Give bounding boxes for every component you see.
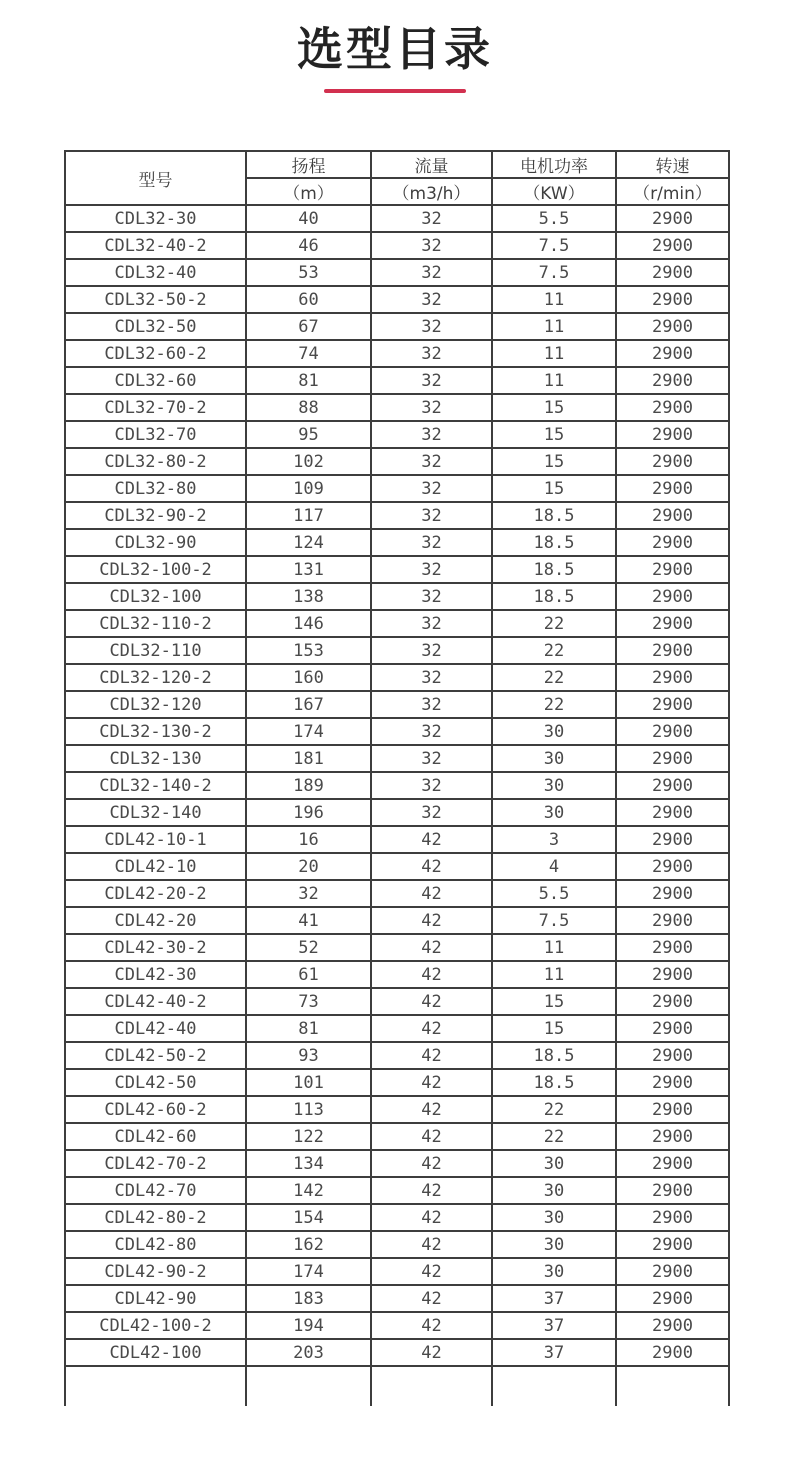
head-cell: 194 bbox=[246, 1312, 371, 1339]
power-cell: 11 bbox=[492, 313, 616, 340]
power-cell: 37 bbox=[492, 1339, 616, 1366]
speed-cell: 2900 bbox=[616, 745, 729, 772]
power-cell: 22 bbox=[492, 610, 616, 637]
speed-cell: 2900 bbox=[616, 961, 729, 988]
speed-cell: 2900 bbox=[616, 1285, 729, 1312]
table-row bbox=[65, 610, 729, 637]
empty-cell bbox=[492, 1366, 616, 1406]
table-row bbox=[65, 880, 729, 907]
speed-cell: 2900 bbox=[616, 988, 729, 1015]
speed-cell: 2900 bbox=[616, 313, 729, 340]
head-cell: 181 bbox=[246, 745, 371, 772]
power-cell: 22 bbox=[492, 1123, 616, 1150]
speed-cell: 2900 bbox=[616, 1042, 729, 1069]
speed-cell: 2900 bbox=[616, 799, 729, 826]
head-cell: 52 bbox=[246, 934, 371, 961]
flow-cell: 32 bbox=[371, 313, 492, 340]
model-cell: CDL42-60-2 bbox=[65, 1096, 246, 1123]
model-cell: CDL32-140-2 bbox=[65, 772, 246, 799]
flow-cell: 32 bbox=[371, 664, 492, 691]
model-cell: CDL42-70-2 bbox=[65, 1150, 246, 1177]
table-row bbox=[65, 286, 729, 313]
model-cell: CDL32-90 bbox=[65, 529, 246, 556]
head-cell: 154 bbox=[246, 1204, 371, 1231]
power-cell: 15 bbox=[492, 475, 616, 502]
head-cell: 95 bbox=[246, 421, 371, 448]
power-cell: 4 bbox=[492, 853, 616, 880]
model-cell: CDL32-100-2 bbox=[65, 556, 246, 583]
table-row bbox=[65, 907, 729, 934]
power-cell: 15 bbox=[492, 421, 616, 448]
model-cell: CDL42-50 bbox=[65, 1069, 246, 1096]
empty-cell bbox=[65, 1366, 246, 1406]
table-row bbox=[65, 961, 729, 988]
power-cell: 37 bbox=[492, 1285, 616, 1312]
speed-cell: 2900 bbox=[616, 1096, 729, 1123]
model-cell: CDL32-110-2 bbox=[65, 610, 246, 637]
table-row bbox=[65, 1258, 729, 1285]
title-underline-accent bbox=[324, 89, 466, 93]
head-cell: 81 bbox=[246, 367, 371, 394]
model-cell: CDL42-70 bbox=[65, 1177, 246, 1204]
model-cell: CDL42-20 bbox=[65, 907, 246, 934]
table-row bbox=[65, 529, 729, 556]
table-row bbox=[65, 799, 729, 826]
flow-cell: 32 bbox=[371, 394, 492, 421]
head-cell: 102 bbox=[246, 448, 371, 475]
model-cell: CDL32-130-2 bbox=[65, 718, 246, 745]
flow-cell: 42 bbox=[371, 961, 492, 988]
speed-cell: 2900 bbox=[616, 583, 729, 610]
flow-cell: 42 bbox=[371, 1312, 492, 1339]
table-row bbox=[65, 367, 729, 394]
column-header-head: 扬程 bbox=[246, 151, 371, 178]
flow-cell: 42 bbox=[371, 934, 492, 961]
speed-cell: 2900 bbox=[616, 1150, 729, 1177]
speed-cell: 2900 bbox=[616, 367, 729, 394]
flow-cell: 32 bbox=[371, 232, 492, 259]
power-cell: 18.5 bbox=[492, 556, 616, 583]
speed-cell: 2900 bbox=[616, 556, 729, 583]
table-row bbox=[65, 1231, 729, 1258]
speed-cell: 2900 bbox=[616, 1312, 729, 1339]
table-body bbox=[65, 205, 729, 1406]
power-cell: 30 bbox=[492, 718, 616, 745]
flow-cell: 32 bbox=[371, 421, 492, 448]
power-cell: 11 bbox=[492, 340, 616, 367]
speed-cell: 2900 bbox=[616, 826, 729, 853]
power-cell: 22 bbox=[492, 691, 616, 718]
column-unit-motor-power: （KW） bbox=[492, 178, 616, 205]
speed-cell: 2900 bbox=[616, 232, 729, 259]
head-cell: 20 bbox=[246, 853, 371, 880]
table-row bbox=[65, 1285, 729, 1312]
head-cell: 32 bbox=[246, 880, 371, 907]
speed-cell: 2900 bbox=[616, 421, 729, 448]
model-cell: CDL32-40-2 bbox=[65, 232, 246, 259]
head-cell: 124 bbox=[246, 529, 371, 556]
model-cell: CDL42-60 bbox=[65, 1123, 246, 1150]
column-header-flow: 流量 bbox=[371, 151, 492, 178]
speed-cell: 2900 bbox=[616, 1069, 729, 1096]
head-cell: 88 bbox=[246, 394, 371, 421]
speed-cell: 2900 bbox=[616, 1231, 729, 1258]
power-cell: 18.5 bbox=[492, 529, 616, 556]
power-cell: 30 bbox=[492, 1231, 616, 1258]
head-cell: 203 bbox=[246, 1339, 371, 1366]
power-cell: 18.5 bbox=[492, 1042, 616, 1069]
speed-cell: 2900 bbox=[616, 637, 729, 664]
speed-cell: 2900 bbox=[616, 664, 729, 691]
model-cell: CDL42-50-2 bbox=[65, 1042, 246, 1069]
table-row bbox=[65, 502, 729, 529]
power-cell: 5.5 bbox=[492, 880, 616, 907]
head-cell: 60 bbox=[246, 286, 371, 313]
table-row bbox=[65, 421, 729, 448]
table-row bbox=[65, 664, 729, 691]
flow-cell: 32 bbox=[371, 799, 492, 826]
speed-cell: 2900 bbox=[616, 529, 729, 556]
flow-cell: 42 bbox=[371, 1204, 492, 1231]
column-header-model: 型号 bbox=[65, 151, 246, 205]
flow-cell: 42 bbox=[371, 1258, 492, 1285]
head-cell: 174 bbox=[246, 718, 371, 745]
table-row bbox=[65, 934, 729, 961]
flow-cell: 42 bbox=[371, 1069, 492, 1096]
flow-cell: 32 bbox=[371, 475, 492, 502]
flow-cell: 32 bbox=[371, 556, 492, 583]
head-cell: 138 bbox=[246, 583, 371, 610]
speed-cell: 2900 bbox=[616, 448, 729, 475]
speed-cell: 2900 bbox=[616, 259, 729, 286]
table-row bbox=[65, 1042, 729, 1069]
speed-cell: 2900 bbox=[616, 340, 729, 367]
head-cell: 81 bbox=[246, 1015, 371, 1042]
table-row bbox=[65, 259, 729, 286]
flow-cell: 32 bbox=[371, 340, 492, 367]
head-cell: 153 bbox=[246, 637, 371, 664]
speed-cell: 2900 bbox=[616, 1204, 729, 1231]
flow-cell: 42 bbox=[371, 1177, 492, 1204]
selection-table bbox=[64, 150, 730, 1406]
model-cell: CDL32-80-2 bbox=[65, 448, 246, 475]
model-cell: CDL32-70-2 bbox=[65, 394, 246, 421]
speed-cell: 2900 bbox=[616, 1123, 729, 1150]
head-cell: 61 bbox=[246, 961, 371, 988]
empty-cell bbox=[371, 1366, 492, 1406]
model-cell: CDL42-90 bbox=[65, 1285, 246, 1312]
model-cell: CDL42-90-2 bbox=[65, 1258, 246, 1285]
table-row bbox=[65, 1150, 729, 1177]
model-cell: CDL32-50-2 bbox=[65, 286, 246, 313]
model-cell: CDL42-10 bbox=[65, 853, 246, 880]
table-row bbox=[65, 556, 729, 583]
flow-cell: 42 bbox=[371, 853, 492, 880]
speed-cell: 2900 bbox=[616, 475, 729, 502]
head-cell: 131 bbox=[246, 556, 371, 583]
head-cell: 101 bbox=[246, 1069, 371, 1096]
flow-cell: 42 bbox=[371, 1123, 492, 1150]
power-cell: 5.5 bbox=[492, 205, 616, 232]
flow-cell: 42 bbox=[371, 988, 492, 1015]
flow-cell: 32 bbox=[371, 259, 492, 286]
flow-cell: 42 bbox=[371, 1096, 492, 1123]
speed-cell: 2900 bbox=[616, 772, 729, 799]
head-cell: 74 bbox=[246, 340, 371, 367]
flow-cell: 42 bbox=[371, 1015, 492, 1042]
speed-cell: 2900 bbox=[616, 853, 729, 880]
model-cell: CDL32-60-2 bbox=[65, 340, 246, 367]
power-cell: 18.5 bbox=[492, 502, 616, 529]
head-cell: 109 bbox=[246, 475, 371, 502]
head-cell: 142 bbox=[246, 1177, 371, 1204]
head-cell: 93 bbox=[246, 1042, 371, 1069]
table-row bbox=[65, 1123, 729, 1150]
empty-cell bbox=[616, 1366, 729, 1406]
head-cell: 46 bbox=[246, 232, 371, 259]
table-row bbox=[65, 1312, 729, 1339]
power-cell: 37 bbox=[492, 1312, 616, 1339]
head-cell: 73 bbox=[246, 988, 371, 1015]
flow-cell: 32 bbox=[371, 583, 492, 610]
empty-cell bbox=[246, 1366, 371, 1406]
power-cell: 30 bbox=[492, 1204, 616, 1231]
model-cell: CDL42-80 bbox=[65, 1231, 246, 1258]
model-cell: CDL42-40 bbox=[65, 1015, 246, 1042]
power-cell: 3 bbox=[492, 826, 616, 853]
flow-cell: 42 bbox=[371, 1339, 492, 1366]
power-cell: 15 bbox=[492, 1015, 616, 1042]
model-cell: CDL42-10-1 bbox=[65, 826, 246, 853]
flow-cell: 42 bbox=[371, 1285, 492, 1312]
table-row bbox=[65, 313, 729, 340]
power-cell: 15 bbox=[492, 394, 616, 421]
model-cell: CDL32-70 bbox=[65, 421, 246, 448]
power-cell: 30 bbox=[492, 799, 616, 826]
header-row-labels bbox=[65, 151, 729, 178]
head-cell: 122 bbox=[246, 1123, 371, 1150]
head-cell: 67 bbox=[246, 313, 371, 340]
table-row bbox=[65, 1015, 729, 1042]
column-header-motor-power: 电机功率 bbox=[492, 151, 616, 178]
head-cell: 167 bbox=[246, 691, 371, 718]
power-cell: 22 bbox=[492, 664, 616, 691]
speed-cell: 2900 bbox=[616, 610, 729, 637]
head-cell: 189 bbox=[246, 772, 371, 799]
column-header-speed: 转速 bbox=[616, 151, 729, 178]
head-cell: 196 bbox=[246, 799, 371, 826]
power-cell: 30 bbox=[492, 772, 616, 799]
model-cell: CDL42-80-2 bbox=[65, 1204, 246, 1231]
power-cell: 11 bbox=[492, 286, 616, 313]
model-cell: CDL32-140 bbox=[65, 799, 246, 826]
head-cell: 160 bbox=[246, 664, 371, 691]
model-cell: CDL42-30 bbox=[65, 961, 246, 988]
table-row bbox=[65, 853, 729, 880]
table-row bbox=[65, 772, 729, 799]
flow-cell: 42 bbox=[371, 1231, 492, 1258]
column-unit-head: （m） bbox=[246, 178, 371, 205]
speed-cell: 2900 bbox=[616, 934, 729, 961]
table-row bbox=[65, 232, 729, 259]
table-row bbox=[65, 448, 729, 475]
flow-cell: 32 bbox=[371, 691, 492, 718]
power-cell: 11 bbox=[492, 934, 616, 961]
power-cell: 15 bbox=[492, 988, 616, 1015]
power-cell: 22 bbox=[492, 637, 616, 664]
power-cell: 15 bbox=[492, 448, 616, 475]
speed-cell: 2900 bbox=[616, 1258, 729, 1285]
head-cell: 134 bbox=[246, 1150, 371, 1177]
power-cell: 30 bbox=[492, 745, 616, 772]
speed-cell: 2900 bbox=[616, 907, 729, 934]
model-cell: CDL32-120 bbox=[65, 691, 246, 718]
power-cell: 18.5 bbox=[492, 1069, 616, 1096]
table-row bbox=[65, 1339, 729, 1366]
flow-cell: 32 bbox=[371, 718, 492, 745]
model-cell: CDL42-30-2 bbox=[65, 934, 246, 961]
head-cell: 162 bbox=[246, 1231, 371, 1258]
model-cell: CDL42-100-2 bbox=[65, 1312, 246, 1339]
model-cell: CDL42-100 bbox=[65, 1339, 246, 1366]
table-row bbox=[65, 1069, 729, 1096]
table-row bbox=[65, 394, 729, 421]
table-row bbox=[65, 1177, 729, 1204]
speed-cell: 2900 bbox=[616, 880, 729, 907]
table-row bbox=[65, 340, 729, 367]
model-cell: CDL32-30 bbox=[65, 205, 246, 232]
table-row bbox=[65, 475, 729, 502]
power-cell: 30 bbox=[492, 1150, 616, 1177]
speed-cell: 2900 bbox=[616, 1339, 729, 1366]
power-cell: 18.5 bbox=[492, 583, 616, 610]
column-unit-flow: （m3/h） bbox=[371, 178, 492, 205]
head-cell: 146 bbox=[246, 610, 371, 637]
flow-cell: 32 bbox=[371, 448, 492, 475]
head-cell: 113 bbox=[246, 1096, 371, 1123]
power-cell: 11 bbox=[492, 961, 616, 988]
table-row bbox=[65, 826, 729, 853]
power-cell: 7.5 bbox=[492, 232, 616, 259]
speed-cell: 2900 bbox=[616, 205, 729, 232]
power-cell: 22 bbox=[492, 1096, 616, 1123]
head-cell: 16 bbox=[246, 826, 371, 853]
speed-cell: 2900 bbox=[616, 502, 729, 529]
column-unit-speed: （r/min） bbox=[616, 178, 729, 205]
flow-cell: 32 bbox=[371, 205, 492, 232]
table-row bbox=[65, 718, 729, 745]
table-row bbox=[65, 691, 729, 718]
model-cell: CDL32-90-2 bbox=[65, 502, 246, 529]
table-row bbox=[65, 583, 729, 610]
table-row bbox=[65, 745, 729, 772]
speed-cell: 2900 bbox=[616, 394, 729, 421]
table-row bbox=[65, 988, 729, 1015]
model-cell: CDL42-20-2 bbox=[65, 880, 246, 907]
model-cell: CDL32-60 bbox=[65, 367, 246, 394]
model-cell: CDL32-130 bbox=[65, 745, 246, 772]
flow-cell: 42 bbox=[371, 880, 492, 907]
flow-cell: 32 bbox=[371, 502, 492, 529]
head-cell: 174 bbox=[246, 1258, 371, 1285]
flow-cell: 32 bbox=[371, 610, 492, 637]
flow-cell: 32 bbox=[371, 637, 492, 664]
speed-cell: 2900 bbox=[616, 1015, 729, 1042]
flow-cell: 32 bbox=[371, 286, 492, 313]
speed-cell: 2900 bbox=[616, 1177, 729, 1204]
flow-cell: 42 bbox=[371, 1150, 492, 1177]
flow-cell: 32 bbox=[371, 745, 492, 772]
power-cell: 11 bbox=[492, 367, 616, 394]
flow-cell: 42 bbox=[371, 1042, 492, 1069]
speed-cell: 2900 bbox=[616, 691, 729, 718]
head-cell: 53 bbox=[246, 259, 371, 286]
model-cell: CDL32-100 bbox=[65, 583, 246, 610]
power-cell: 30 bbox=[492, 1258, 616, 1285]
flow-cell: 32 bbox=[371, 529, 492, 556]
model-cell: CDL32-40 bbox=[65, 259, 246, 286]
model-cell: CDL32-80 bbox=[65, 475, 246, 502]
table-row bbox=[65, 637, 729, 664]
model-cell: CDL32-110 bbox=[65, 637, 246, 664]
table-row bbox=[65, 1204, 729, 1231]
table-row-partial bbox=[65, 1366, 729, 1406]
flow-cell: 42 bbox=[371, 826, 492, 853]
model-cell: CDL42-40-2 bbox=[65, 988, 246, 1015]
power-cell: 30 bbox=[492, 1177, 616, 1204]
head-cell: 183 bbox=[246, 1285, 371, 1312]
head-cell: 117 bbox=[246, 502, 371, 529]
speed-cell: 2900 bbox=[616, 718, 729, 745]
head-cell: 40 bbox=[246, 205, 371, 232]
model-cell: CDL32-120-2 bbox=[65, 664, 246, 691]
table-row bbox=[65, 205, 729, 232]
table-header bbox=[65, 151, 729, 205]
flow-cell: 42 bbox=[371, 907, 492, 934]
flow-cell: 32 bbox=[371, 772, 492, 799]
table-row bbox=[65, 1096, 729, 1123]
speed-cell: 2900 bbox=[616, 286, 729, 313]
model-cell: CDL32-50 bbox=[65, 313, 246, 340]
flow-cell: 32 bbox=[371, 367, 492, 394]
head-cell: 41 bbox=[246, 907, 371, 934]
power-cell: 7.5 bbox=[492, 259, 616, 286]
page-title: 选型目录 bbox=[297, 23, 493, 75]
power-cell: 7.5 bbox=[492, 907, 616, 934]
